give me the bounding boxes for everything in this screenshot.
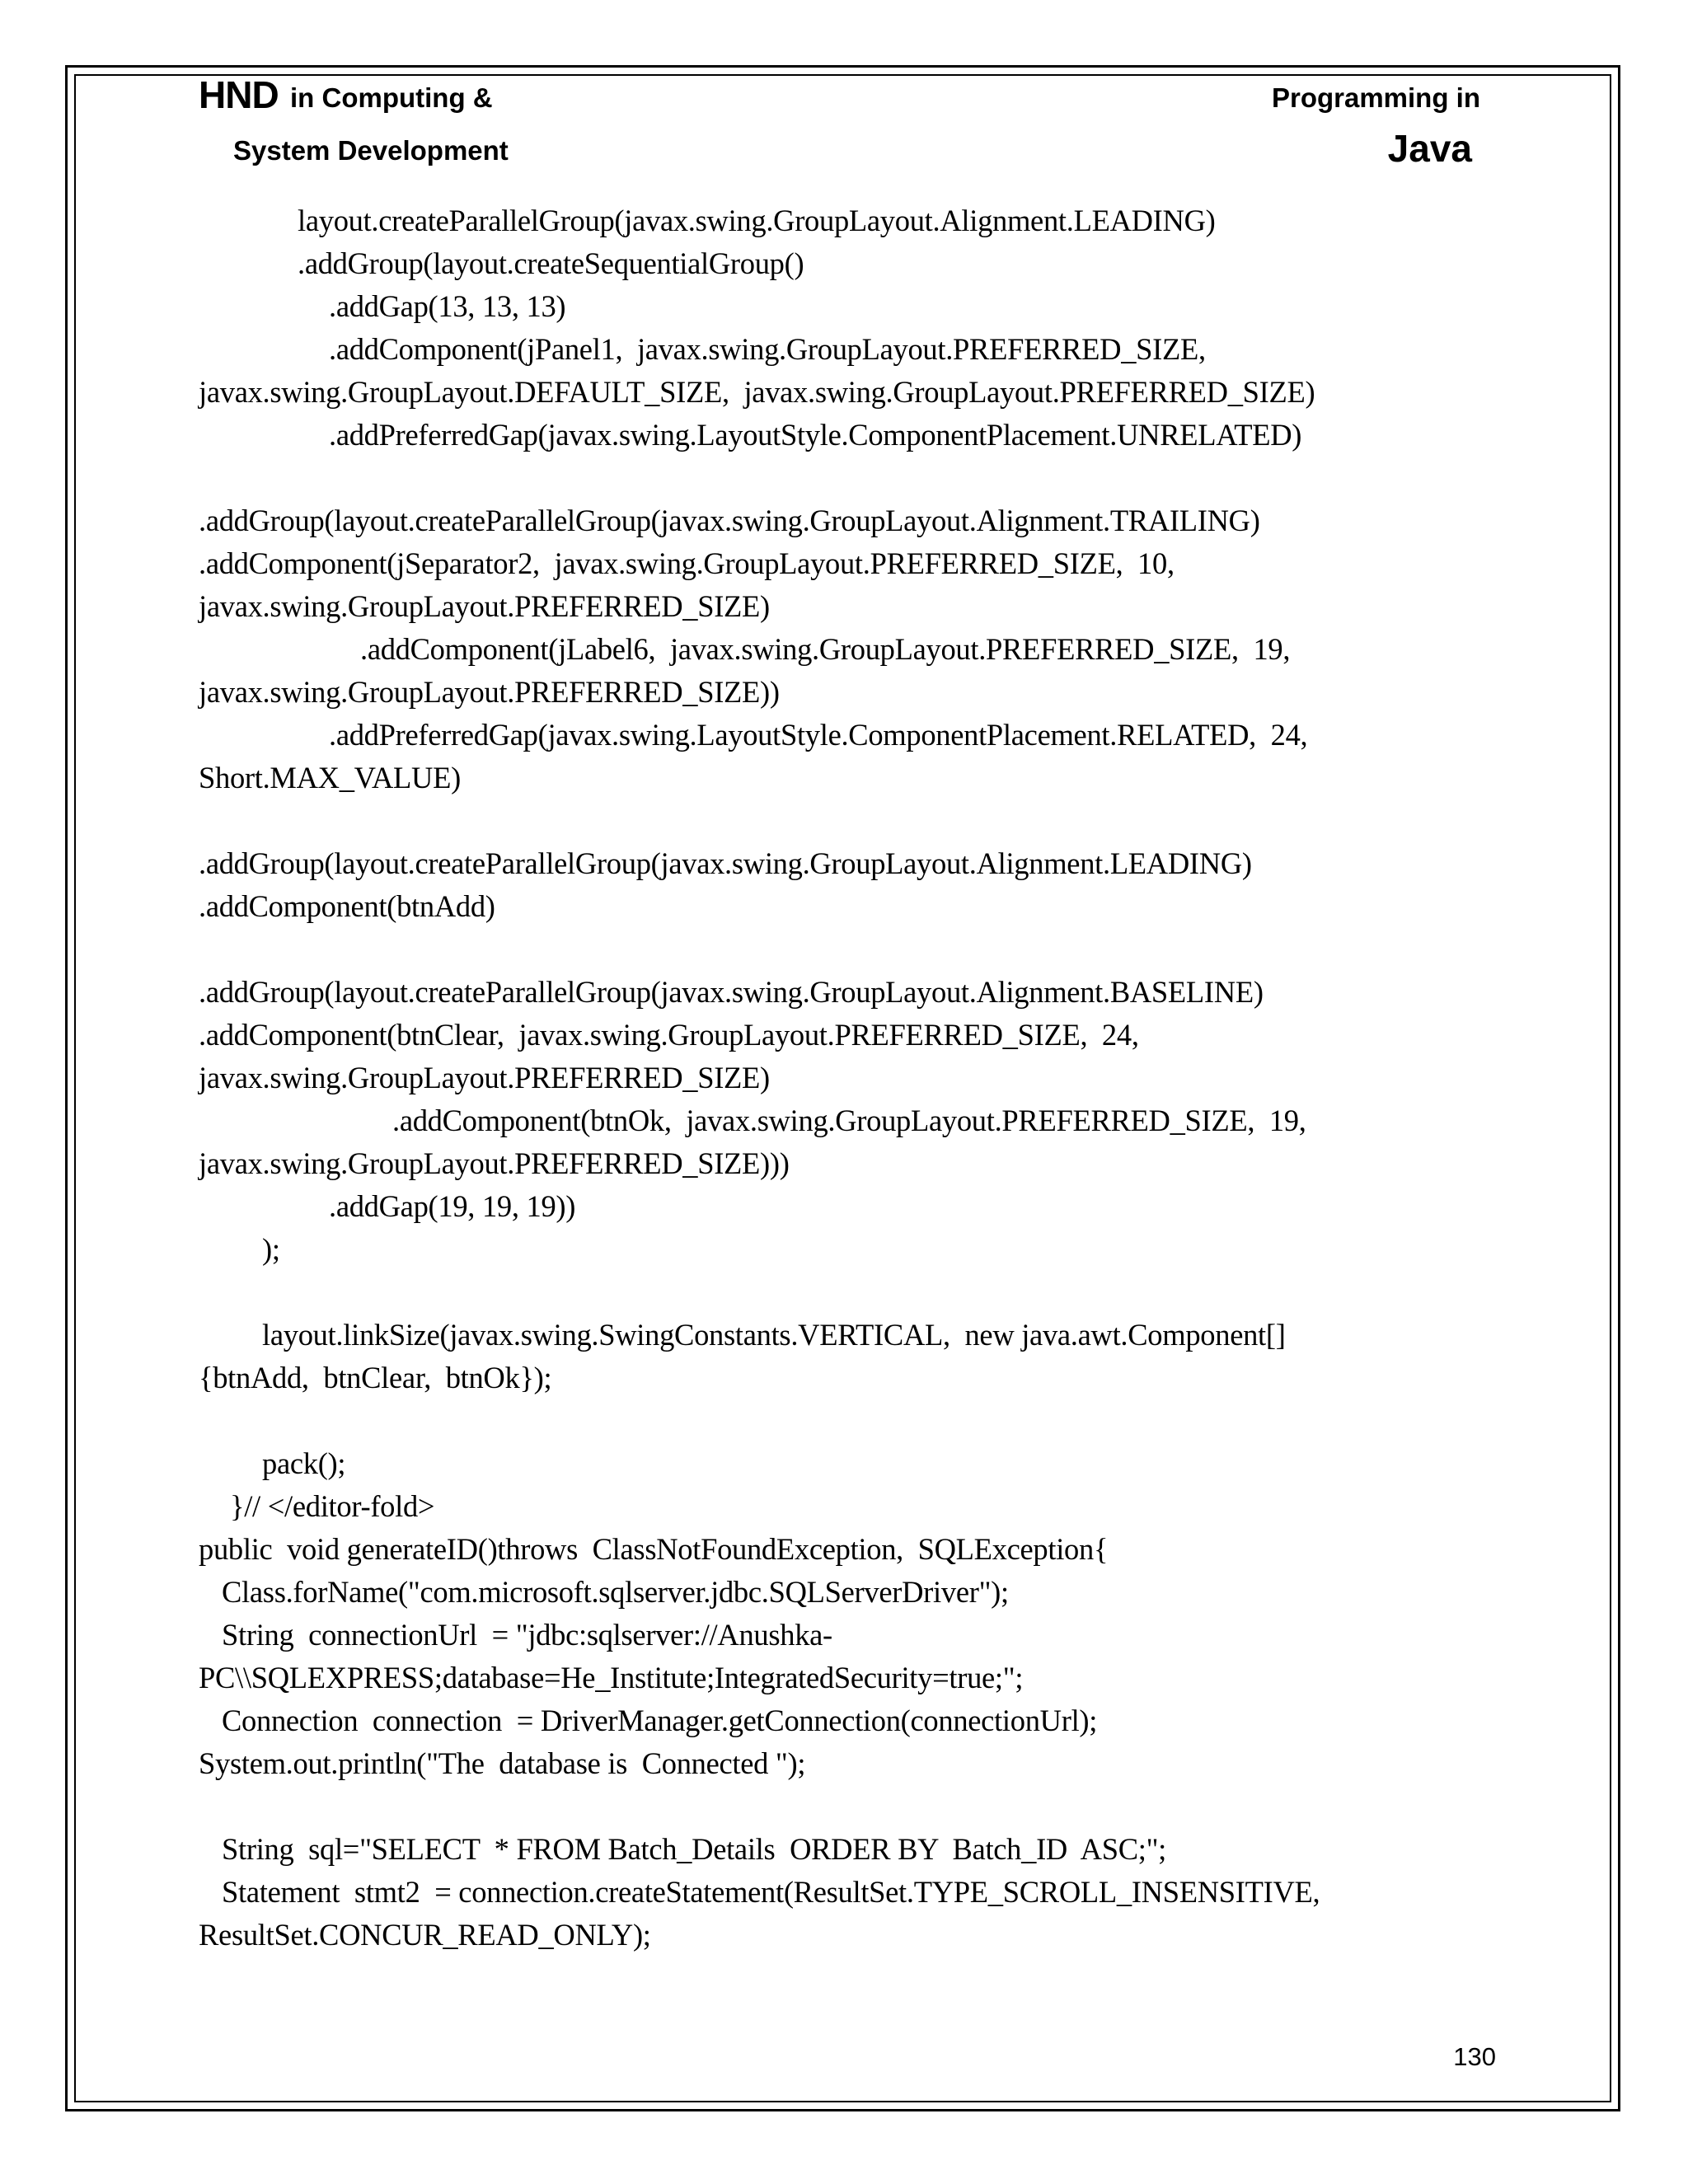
code-line: .addComponent(btnAdd): [199, 889, 495, 923]
code-line: .addGroup(layout.createParallelGroup(javax.swing.GroupLayout.Alignment.BASELINE): [199, 975, 1264, 1009]
header-java: Java: [1387, 127, 1472, 170]
page-number: 130: [1453, 2042, 1496, 2071]
header-programming-in: Programming in: [1271, 82, 1480, 113]
code-line: String sql="SELECT * FROM Batch_Details ORDER BY Batch_ID ASC;";: [222, 1832, 1167, 1866]
code-line: Statement stmt2 = connection.createStatement(ResultSet.TYPE_SCROLL_INSENSITIVE,: [222, 1875, 1320, 1909]
code-line: PC\\SQLEXPRESS;database=He_Institute;IntegratedSecurity=true;";: [199, 1661, 1024, 1694]
code-line: );: [262, 1232, 280, 1266]
code-line: Short.MAX_VALUE): [199, 761, 461, 794]
code-line: layout.linkSize(javax.swing.SwingConstants.VERTICAL, new java.awt.Component[]: [262, 1318, 1286, 1352]
code-line: .addComponent(btnClear, javax.swing.GroupLayout.PREFERRED_SIZE, 24,: [199, 1018, 1139, 1052]
code-line: .addComponent(jPanel1, javax.swing.GroupLayout.PREFERRED_SIZE,: [329, 332, 1206, 366]
code-line: .addGap(19, 19, 19)): [329, 1189, 576, 1223]
code-line: public void generateID()throws ClassNotFoundException, SQLException{: [199, 1532, 1109, 1566]
header-in-computing: in Computing &: [290, 82, 493, 113]
code-line: javax.swing.GroupLayout.DEFAULT_SIZE, javax.swing.GroupLayout.PREFERRED_SIZE): [199, 375, 1315, 409]
code-line: javax.swing.GroupLayout.PREFERRED_SIZE): [199, 1061, 770, 1094]
code-line: .addGroup(layout.createSequentialGroup(): [298, 246, 804, 280]
code-line: javax.swing.GroupLayout.PREFERRED_SIZE)): [199, 675, 780, 709]
code-line: .addGap(13, 13, 13): [329, 289, 566, 323]
code-line: javax.swing.GroupLayout.PREFERRED_SIZE))): [199, 1146, 790, 1180]
code-line: .addPreferredGap(javax.swing.LayoutStyle.ComponentPlacement.UNRELATED): [329, 418, 1302, 452]
code-line: .addGroup(layout.createParallelGroup(javax.swing.GroupLayout.Alignment.LEADING): [199, 846, 1252, 880]
code-line: String connectionUrl = "jdbc:sqlserver://Anushka-: [222, 1618, 832, 1652]
header-hnd: HND: [199, 73, 279, 116]
code-line: }// </editor-fold>: [230, 1489, 435, 1523]
code-line: ResultSet.CONCUR_READ_ONLY);: [199, 1918, 651, 1952]
code-line: layout.createParallelGroup(javax.swing.GroupLayout.Alignment.LEADING): [298, 204, 1216, 237]
code-line: .addComponent(jLabel6, javax.swing.GroupLayout.PREFERRED_SIZE, 19,: [360, 632, 1291, 666]
header-system-development: System Development: [233, 135, 509, 166]
code-line: javax.swing.GroupLayout.PREFERRED_SIZE): [199, 589, 770, 623]
code-line: pack();: [262, 1446, 346, 1480]
code-line: Connection connection = DriverManager.getConnection(connectionUrl);: [222, 1704, 1098, 1737]
code-line: .addComponent(btnOk, javax.swing.GroupLayout.PREFERRED_SIZE, 19,: [392, 1104, 1306, 1137]
code-line: .addGroup(layout.createParallelGroup(javax.swing.GroupLayout.Alignment.TRAILING): [199, 504, 1260, 537]
code-line: Class.forName("com.microsoft.sqlserver.jdbc.SQLServerDriver");: [222, 1575, 1009, 1609]
code-line: {btnAdd, btnClear, btnOk});: [199, 1361, 552, 1394]
code-line: .addPreferredGap(javax.swing.LayoutStyle.ComponentPlacement.RELATED, 24,: [329, 718, 1308, 752]
code-line: System.out.println("The database is Connected ");: [199, 1746, 806, 1780]
code-line: .addComponent(jSeparator2, javax.swing.GroupLayout.PREFERRED_SIZE, 10,: [199, 546, 1175, 580]
